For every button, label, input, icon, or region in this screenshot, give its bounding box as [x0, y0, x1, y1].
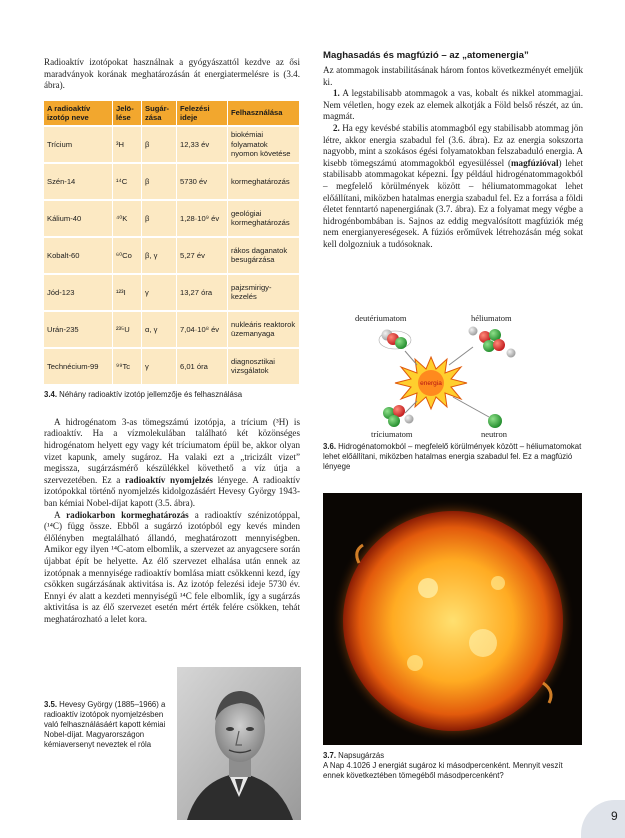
point-number: 2. [333, 122, 340, 133]
page-number: 9 [611, 809, 618, 823]
table-cell: biokémiai folyamatok nyomon követése [228, 125, 300, 162]
table-cell: ⁶⁰Co [113, 236, 142, 273]
table-caption [44, 390, 300, 400]
table-cell: Jód-123 [44, 273, 113, 310]
fusion-diagram [323, 307, 583, 442]
table-cell: rákos daganatok besugárzása [228, 236, 300, 273]
energy-label: energia [420, 380, 442, 387]
neutron-particle [488, 414, 502, 428]
table-row [44, 236, 300, 273]
table-cell: Szén-14 [44, 162, 113, 199]
table-cell: 7,04·10⁸ év [177, 310, 228, 347]
page-number-tab [581, 800, 625, 838]
table-cell: Technécium-99 [44, 347, 113, 384]
table-cell: ¹⁴C [113, 162, 142, 199]
table-cell: β, γ [142, 236, 177, 273]
arrow-out-1 [449, 347, 473, 365]
table-cell: β [142, 199, 177, 236]
table-cell: geológiai kormeghatározás [228, 199, 300, 236]
radiocarbon-paragraph [44, 510, 300, 626]
table-row [44, 162, 300, 199]
table-cell: diagnosztikai vizsgálatok [228, 347, 300, 384]
table-cell: γ [142, 273, 177, 310]
table-cell: ⁴⁰K [113, 199, 142, 236]
hevesy-portrait-photo [177, 667, 301, 820]
table-cell: 1,28·10⁹ év [177, 199, 228, 236]
paragraph-text: A legstabilisabb atommagok a vas, kobalt és nikkel atommagjai. Nem véletlen, hogy ezek az elemek alkotják a Föld belső részét, az ún. magmát. [323, 88, 583, 122]
table-cell: 5730 év [177, 162, 228, 199]
point-2-paragraph [323, 123, 583, 251]
sun-caption [323, 751, 583, 781]
table-header-row [44, 101, 300, 125]
table-cell: pajzsmirigy-kezelés [228, 273, 300, 310]
fusion-illustration [323, 307, 583, 442]
sun-illustration [323, 493, 582, 745]
table-row [44, 199, 300, 236]
table-cell: β [142, 125, 177, 162]
helium-label: héliumatom [471, 313, 512, 323]
left-column [44, 57, 300, 625]
paragraph-text: Ha egy kevésbé stabilis atommagból egy stabilisabb atommag jön létre, akkor energia szabadul fel (3.6. ábra). Ez az energia sokszorta nagyobb, mint a szokásos égési folyamatokban felszabaduló energia. A kisebb tömegszámú atommagokból egyesüléssel ( [323, 122, 583, 168]
point-1-paragraph [323, 88, 583, 123]
table-header: Felhasználása [228, 101, 300, 125]
arrow-out-2 [453, 397, 489, 417]
table-cell: ³H [113, 125, 142, 162]
helium-atom [469, 327, 516, 358]
table-header: Jelö-lése [113, 101, 142, 125]
intro-paragraph: Az atommagok instabilitásának három fontos következményét emeljük ki. [323, 65, 583, 87]
sun-photo [323, 493, 582, 745]
right-column [323, 50, 583, 251]
caption-number: 3.5. [44, 700, 58, 709]
caption-text: Néhány radioaktív izotóp jellemzője és felhasználása [57, 389, 243, 399]
tritium-label: tríciumatom [371, 429, 413, 439]
table-header: Sugár-zása [142, 101, 177, 125]
portrait-caption [44, 700, 172, 750]
table-row [44, 347, 300, 384]
energy-burst [395, 357, 467, 409]
table-header: A radioaktív izotóp neve [44, 101, 113, 125]
table-cell: ¹²³I [113, 273, 142, 310]
table-cell: 5,27 év [177, 236, 228, 273]
deuterium-label: deutériumatom [355, 313, 407, 323]
bold-term: radioaktív nyomjelzés [124, 474, 213, 485]
paragraph-text: a radioaktív szénizotóppal, (¹⁴C) függ össze. Ebből a sugárzó izotópból egy kevés minden élőlényben megtalálható állandó, meghatározott mennyiségben. Amikor egy ilyen ¹⁴C-atom elbomlik, a szervezet az anyagcsere során újabbat épít be helyette. Az élő szervezet elhalása után ennek az izotópnak a mennyisége radioaktív bomlása miatt csökkenni kezd, így csökken sugárzásának aktivitása is. Az izotóp felezési ideje 5730 év. Ennyi év alatt a kezdeti mennyiségű ¹⁴C fele elbomlik, így a sugárzás aktivitása is az élő szervezet esetén mért érték felére csökken, tehát meghatározható a lelet kora. [44, 509, 300, 624]
table-cell: 13,27 óra [177, 273, 228, 310]
table-cell: Kálium-40 [44, 199, 113, 236]
portrait-illustration [177, 667, 301, 820]
table-cell: γ [142, 347, 177, 384]
caption-text: A Nap 4.1026 J energiát sugároz ki másodpercenként. Mennyit veszít ennek következtében tömegéből másodpercenként? [323, 761, 563, 780]
caption-number: 3.4. [44, 389, 58, 399]
deuterium-atom [379, 330, 411, 350]
table-header: Felezési ideje [177, 101, 228, 125]
caption-text: Hevesy György (1885–1966) a radioaktív izotópok nyomjelzésben való felhasználásáért kapott kémiai Nobel-díjat. Magyarországon kémiaversenyt neveztek el róla [44, 700, 166, 749]
intro-paragraph: Radioaktív izotópokat használnak a gyógyászattól kezdve az ősi maradványok korának meghatározásán át energiatermelésre is (3.4. ábra). [44, 57, 300, 91]
table-row [44, 125, 300, 162]
table-cell: ⁹⁹Tc [113, 347, 142, 384]
caption-number: 3.7. [323, 751, 337, 760]
fusion-caption [323, 442, 583, 472]
caption-number: 3.6. [323, 442, 337, 451]
caption-text: Hidrogénatomokból – megfelelő körülmények között – héliumatomokat lehet előállítani, miközben hatalmas energia szabadul fel. Ez a magfúzió lényege [323, 442, 582, 471]
isotope-table [44, 101, 300, 384]
table-cell: Trícium [44, 125, 113, 162]
section-heading: Maghasadás és magfúzió – az „atomenergia” [323, 50, 529, 61]
table-cell: Urán-235 [44, 310, 113, 347]
tritium-atom [383, 405, 414, 427]
paragraph-text: A [54, 509, 67, 520]
table-row [44, 273, 300, 310]
table-cell: 12,33 év [177, 125, 228, 162]
point-number: 1. [333, 88, 340, 99]
neutron-label: neutron [481, 429, 507, 439]
caption-title: Napsugárzás [336, 751, 385, 760]
table-row [44, 310, 300, 347]
bold-term: magfúzióval [510, 157, 559, 168]
paragraph-text: A hidrogénatom 3-as tömegszámú izotópja, a trícium (³H) is radioaktív. Ha a vízmolekulában található két közönséges hidrogénatom helyett egy vagy két tríciumatom épül be, akkor olyan vizet kapunk, amely sugároz. Ha valaki ezt a „tricizált vizet” megissza, sugárzásmérő készülékkel követhető a víz útja a szervezetében. Ez a [44, 416, 300, 485]
paragraph-text: lényege. A radioaktív izotópokkal történő nyomjelzés kidolgozásáért Hevesy György 1943-ban kémiai Nobel-díjat kapott (3.5. ábra). [44, 474, 300, 508]
table-cell: α, γ [142, 310, 177, 347]
bold-term: radiokarbon kormeghatározás [66, 509, 189, 520]
arrow-in-1 [405, 351, 417, 365]
table-cell: kormeghatározás [228, 162, 300, 199]
table-cell: nukleáris reaktorok üzemanyaga [228, 310, 300, 347]
table-cell: β [142, 162, 177, 199]
tritium-paragraph [44, 417, 300, 510]
paragraph-text: ) lehet stabilisabb atommagokat képezni. Így például hidrogénatommagokból – megfelelő körülmények között – héliumatommagokat lehet előállítani, miközben hatalmas energia szabadul fel. Ez a forrása a földi életet fenntartó napenergiának (3.7. ábra). Ez a folyamat megy végbe a hidrogénbombában is. Sajnos az eddig megvalósított magfúziók még nem energianyereségesek. A fúziós erőművek létrehozásán még sokat kell dolgozniuk a tudósoknak. [323, 157, 583, 249]
table-cell: ²³⁵U [113, 310, 142, 347]
table-cell: 6,01 óra [177, 347, 228, 384]
table-cell: Kobalt-60 [44, 236, 113, 273]
